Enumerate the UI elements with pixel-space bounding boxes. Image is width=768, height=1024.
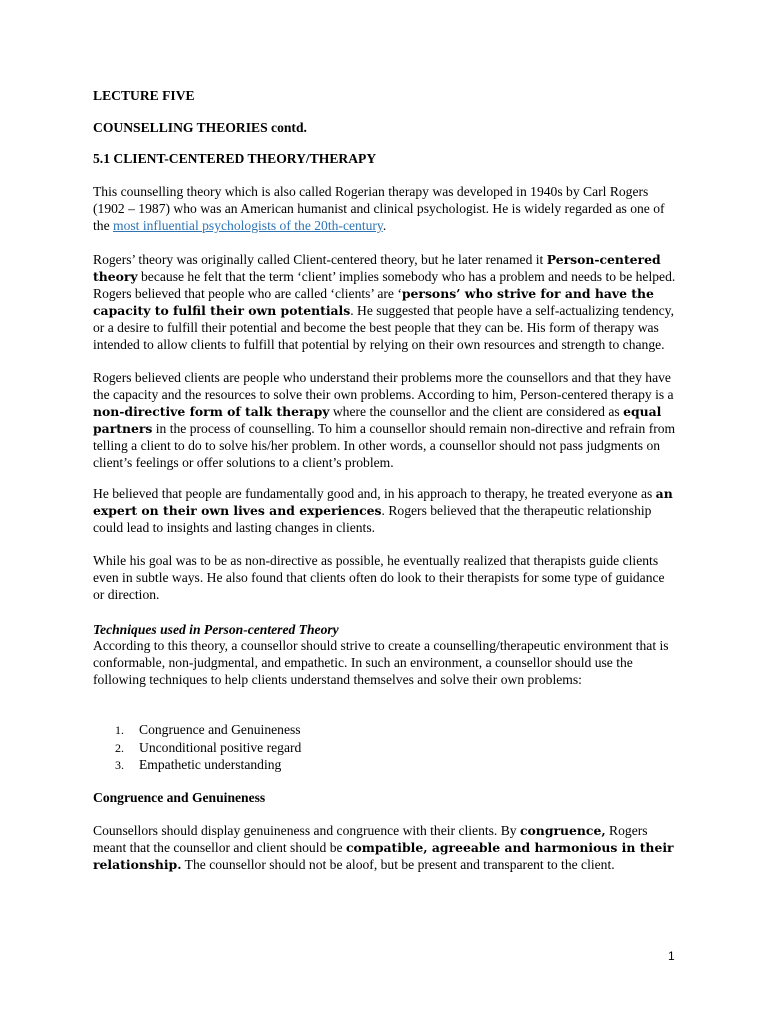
bold-run: non-directive form of talk therapy [93,403,330,419]
paragraph-non-directive-goal: While his goal was to be as non-directive as possible, he eventually realized that therapists guide clients even in subtle ways. He also found that clients often do look to their therapists for some type of guidance or direction. [93,553,665,602]
paragraph-intro-text: This counselling theory which is also called Rogerian therapy was developed in 1940s by Carl Rogers (1902 – 1987) who was an American humanist and clinical psychologist. He is widely regarded as one of the [93,184,665,233]
bold-run: an expert on their own lives and experiences [93,486,673,518]
paragraph-fundamentally-good [93,486,678,537]
list-item [93,740,678,758]
text-run: Rogers’ theory was originally called Client-centered theory, but he later renamed it [93,252,547,267]
list-text: Unconditional positive regard [139,739,302,755]
section-heading: 5.1 CLIENT-CENTERED THEORY/THERAPY [93,151,377,166]
paragraph-person-centered [93,252,678,353]
list-number: 1. [115,723,124,737]
list-text: Congruence and Genuineness [139,722,301,737]
lecture-title: LECTURE FIVE [93,88,195,103]
paragraph-congruence [93,823,678,874]
list-number: 2. [115,740,124,755]
list-text: Empathetic understanding [139,757,282,772]
bold-run: congruence, [520,823,606,838]
text-run: The counsellor should not be aloof, but be present and transparent to the client. [181,856,615,872]
paragraph-intro [93,184,678,235]
techniques-heading: Techniques used in Person-centered Theory [93,622,339,637]
text-run: Rogers meant that the counsellor and client should be [93,823,648,855]
text-run: Counsellors should display genuineness and congruence with their clients. By [93,823,520,838]
text-run: He believed that people are fundamentally good and, in his approach to therapy, he treated everyone as [93,486,656,501]
text-run: where the counsellor and the client are considered as [329,403,624,419]
paragraph-non-directive [93,370,678,471]
lecture-subtitle: COUNSELLING THEORIES contd. [93,120,307,135]
bold-run: persons’ who strive for and have the capacity to fulfil their own potentials [93,285,654,318]
influential-psychologists-link[interactable]: most influential psychologists of the 20th-century [113,217,383,233]
list-item [93,722,678,740]
paragraph-intro-end: . [382,217,387,233]
paragraph-techniques: According to this theory, a counsellor should strive to create a counselling/therapeutic environment that is conformable, non-judgmental, and empathetic. In such an environment, a counsellor should use the following techniques to help clients understand themselves and solve their own problems: [93,638,669,687]
list-item [93,757,678,775]
bold-run: compatible, agreeable and harmonious in their relationship. [93,839,674,872]
techniques-list [93,722,678,775]
bold-run: equal partners [93,403,662,436]
text-run: Rogers believed clients are people who understand their problems more the counsellors and that they have the capacity and the resources to solve their own problems. According to him, Person-centered therapy is a [93,370,674,402]
page-number: 1 [668,949,675,963]
bold-run: Person-centered theory [93,252,661,284]
text-run: because he felt that the term ‘client’ implies somebody who has a problem and needs to be helped. Rogers believed that people who are called ‘clients’ are ‘ [93,268,676,301]
text-run: . He suggested that people have a self-actualizing tendency, or a desire to fulfill their potential and become the best people that they can be. His form of therapy was intended to allow clients to fulfill that potential by relying on their own resources and strength to change. [93,302,674,352]
text-run: in the process of counselling. To him a counsellor should remain non-directive and refrain from telling a client to do to solve his/her problem. In other words, a counsellor should not pass judgments on client’s feelings or offer solutions to a client’s problem. [93,420,676,470]
text-run: . Rogers believed that the therapeutic relationship could lead to insights and lasting changes in clients. [93,502,652,535]
congruence-heading: Congruence and Genuineness [93,790,266,805]
list-number: 3. [115,758,124,772]
